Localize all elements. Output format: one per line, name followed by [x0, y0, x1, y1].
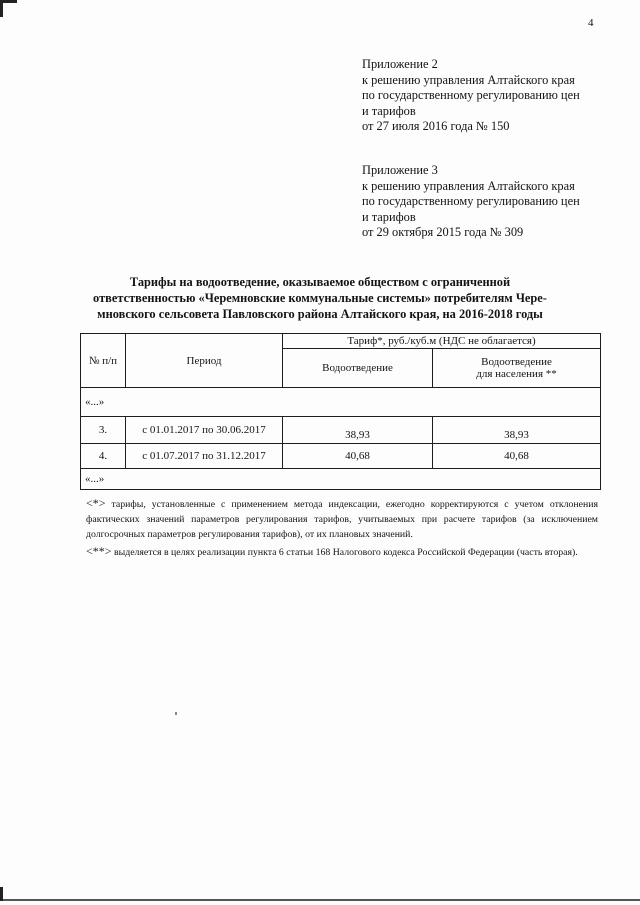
scan-bottom-edge	[0, 899, 640, 901]
footnote-text: выделяется в целях реализации пункта 6 статьи 168 Налогового кодекса Российской Федерации (часть вторая).	[111, 547, 578, 558]
appendix-2-line: к решению управления Алтайского края	[362, 72, 575, 87]
col-header-tariff: Тариф*, руб./куб.м (НДС не облагается)	[283, 334, 601, 349]
footnote	[86, 496, 598, 542]
table-row	[81, 417, 601, 444]
appendix-2-block	[362, 57, 580, 135]
cell-disposal: 40,68	[283, 444, 433, 469]
footnote-mark: <*>	[86, 496, 106, 510]
ellipsis-cell: «...»	[81, 388, 601, 417]
col-header-number: № п/п	[81, 334, 126, 388]
appendix-3-line: от 29 октября 2015 года № 309	[362, 225, 524, 240]
col-header-population-line: Водоотведение	[481, 356, 552, 368]
footnotes	[86, 496, 598, 562]
appendix-2-line: от 27 июля 2016 года № 150	[362, 119, 510, 134]
title-line: Тарифы на водоотведение, оказываемое обществом с ограниченной	[129, 275, 511, 289]
document-title	[80, 274, 560, 322]
cell-population: 38,93	[433, 417, 601, 444]
footnote-mark: <**>	[86, 544, 112, 558]
cell-period: с 01.07.2017 по 31.12.2017	[126, 444, 283, 469]
footnote	[86, 544, 598, 560]
col-header-population-line: для населения **	[476, 368, 557, 380]
appendix-2-line: по государственному регулированию цен	[362, 88, 580, 103]
appendix-3-title: Приложение 3	[362, 163, 438, 177]
appendix-3-block	[362, 163, 580, 241]
ellipsis-cell: «...»	[81, 469, 601, 490]
appendix-3-line: и тарифов	[362, 209, 416, 224]
appendix-2-line: и тарифов	[362, 103, 416, 118]
col-header-population	[433, 349, 601, 388]
cell-number: 4.	[81, 444, 126, 469]
table-row-ellipsis	[81, 469, 601, 490]
col-header-period: Период	[126, 334, 283, 388]
appendix-3-line: к решению управления Алтайского края	[362, 178, 575, 193]
page-number: 4	[588, 17, 594, 29]
appendix-3-line: по государственному регулированию цен	[362, 194, 580, 209]
cell-population: 40,68	[433, 444, 601, 469]
table-row-ellipsis	[81, 388, 601, 417]
cell-period: с 01.01.2017 по 30.06.2017	[126, 417, 283, 444]
cell-number: 3.	[81, 417, 126, 444]
tariff-table	[80, 333, 601, 490]
table-row	[81, 444, 601, 469]
scan-speck	[175, 712, 177, 715]
table-header-row	[81, 334, 601, 349]
title-line: мновского сельсовета Павловского района Алтайского края, на 2016-2018 годы	[97, 307, 543, 321]
appendix-2-title: Приложение 2	[362, 57, 438, 71]
col-header-disposal: Водоотведение	[283, 349, 433, 388]
scan-corner-mark	[0, 0, 17, 17]
scan-bottom-corner-mark	[0, 887, 3, 901]
title-line: ответственностью «Черемновские коммунальные системы» потребителям Чере-	[93, 291, 547, 305]
cell-disposal: 38,93	[283, 417, 433, 444]
footnote-text: тарифы, установленные с применением метода индексации, ежегодно корректируются с учетом отклонения фактических значений параметров регулирования тарифов, учитываемых при расчете тарифов (за исключением долгосрочных параметров регулирования тарифов), от их плановых значений.	[86, 499, 598, 540]
